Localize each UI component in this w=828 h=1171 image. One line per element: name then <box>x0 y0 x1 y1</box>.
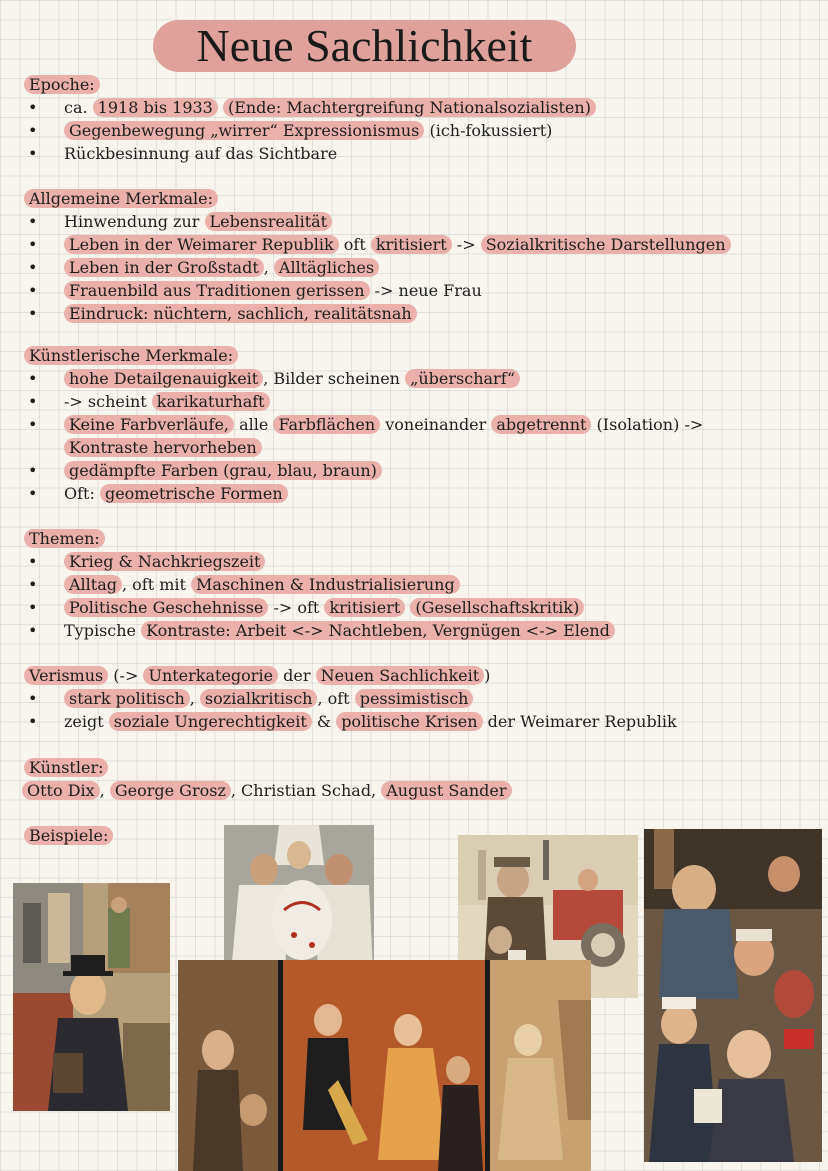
list-item: • stark politisch , sozialkritisch , oft pessimistisch <box>22 687 677 710</box>
section-heading: Verismus (-> Unterkategorie der Neuen Sachlichkeit ) <box>24 665 490 687</box>
list-item: • ca. 1918 bis 1933 (Ende: Machtergreifung Nationalsozialisten) <box>22 96 596 119</box>
list-item: • gedämpfte Farben (grau, blau, braun) <box>22 459 703 482</box>
section-verismus <box>22 665 677 733</box>
section-heading: Künstler: <box>24 758 108 777</box>
list-item: • Krieg & Nachkriegszeit <box>22 550 615 573</box>
section-kuenstler <box>22 757 512 802</box>
page-title: Neue Sachlichkeit <box>153 20 576 72</box>
section-epoche <box>22 74 596 165</box>
list-item: • Alltag , oft mit Maschinen & Industrialisierung <box>22 573 615 596</box>
list-item: • Keine Farbverläufe, alle Farbflächen voneinander abgetrennt (Isolation) -> <box>22 413 703 436</box>
section-heading: Epoche: <box>24 75 100 94</box>
list-item: • Oft: geometrische Formen <box>22 482 703 505</box>
list-item: • zeigt soziale Ungerechtigkeit & politische Krisen der Weimarer Republik <box>22 710 677 733</box>
list-item: • Frauenbild aus Traditionen gerissen -> neue Frau <box>22 279 731 302</box>
painting-image-5 <box>644 829 822 1162</box>
section-heading: Beispiele: <box>24 826 113 845</box>
section-allgemeine-merkmale <box>22 188 731 325</box>
section-kuenstlerische-merkmale <box>22 345 703 505</box>
list-item: • Gegenbewegung „wirrer“ Expressionismus (ich-fokussiert) <box>22 119 596 142</box>
artist-list: Otto Dix , George Grosz , Christian Schad, August Sander <box>22 779 512 802</box>
section-heading: Künstlerische Merkmale: <box>24 346 238 365</box>
section-heading: Allgemeine Merkmale: <box>24 189 218 208</box>
list-item: • hohe Detailgenauigkeit , Bilder scheinen „überscharf“ <box>22 367 703 390</box>
section-heading: Themen: <box>24 529 105 548</box>
painting-image-1 <box>13 883 170 1111</box>
list-item: • Leben in der Weimarer Republik oft kritisiert -> Sozialkritische Darstellungen <box>22 233 731 256</box>
section-themen <box>22 528 615 642</box>
list-item: • Eindruck: nüchtern, sachlich, realitätsnah <box>22 302 731 325</box>
list-item: • Politische Geschehnisse -> oft kritisiert (Gesellschaftskritik) <box>22 596 615 619</box>
list-item: • Typische Kontraste: Arbeit <-> Nachtleben, Vergnügen <-> Elend <box>22 619 615 642</box>
list-item: • Leben in der Großstadt , Alltägliches <box>22 256 731 279</box>
list-item-continuation: Kontraste hervorheben <box>22 436 703 459</box>
list-item: • Rückbesinnung auf das Sichtbare <box>22 142 596 165</box>
list-item: • -> scheint karikaturhaft <box>22 390 703 413</box>
list-item: • Hinwendung zur Lebensrealität <box>22 210 731 233</box>
painting-image-4 <box>178 960 591 1171</box>
section-beispiele <box>22 825 113 847</box>
